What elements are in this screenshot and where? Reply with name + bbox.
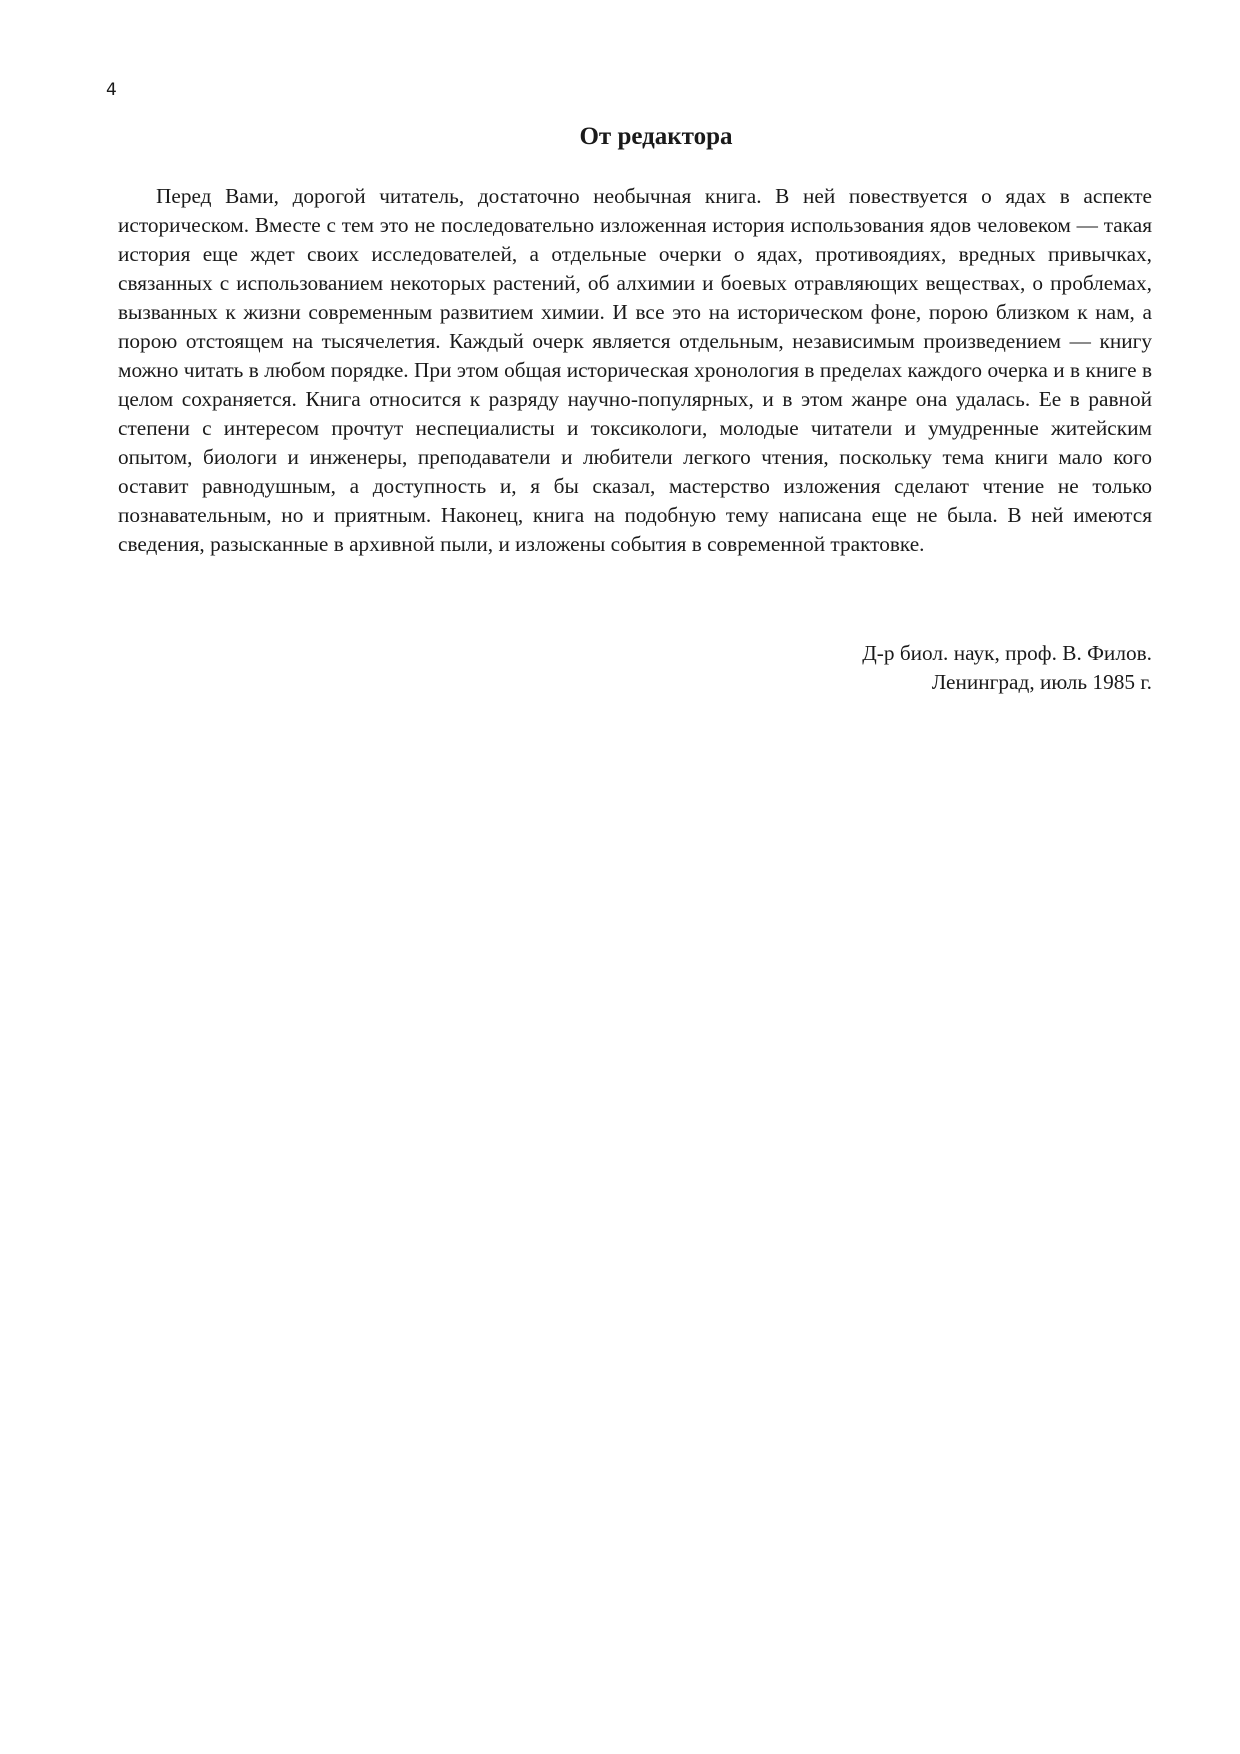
- editor-foreword-paragraph: Перед Вами, дорогой читатель, достаточно необычная книга. В ней повествуется о ядах в аспекте историческом. Вместе с тем это не последовательно изложенная история использования ядов человеком — такая история еще ждет своих исследователей, а отдельные очерки о ядах, противоядиях, вредных привычках, связанных с использованием некоторых растений, об алхимии и боевых отравляющих веществах, о проблемах, вызванных к жизни современным развитием химии. И все это на историческом фоне, порою близком к нам, а порою отстоящем на тысячелетия. Каждый очерк является отдельным, независимым произведением — книгу можно читать в любом порядке. При этом общая историческая хронология в пределах каждого очерка и в книге в целом сохраняется. Книга относится к разряду научно-популярных, и в этом жанре она удалась. Ее в равной степени с интересом прочтут неспециалисты и токсикологи, молодые читатели и умудренные житейским опытом, биологи и инженеры, преподаватели и любители легкого чтения, поскольку тема книги мало кого оставит равнодушным, а доступность и, я бы сказал, мастерство изложения сделают чтение не только познавательным, но и приятным. Наконец, книга на подобную тему написана еще не была. В ней имеются сведения, разысканные в архивной пыли, и изложены события в современной трактовке.: [118, 184, 1152, 556]
- signature-block: [862, 639, 1152, 697]
- page-number: 4: [106, 80, 117, 100]
- signature-place-date: Ленинград, июль 1985 г.: [931, 670, 1152, 694]
- signature-author: Д-р биол. наук, проф. В. Филов.: [862, 641, 1152, 665]
- page-title: От редактора: [579, 123, 733, 150]
